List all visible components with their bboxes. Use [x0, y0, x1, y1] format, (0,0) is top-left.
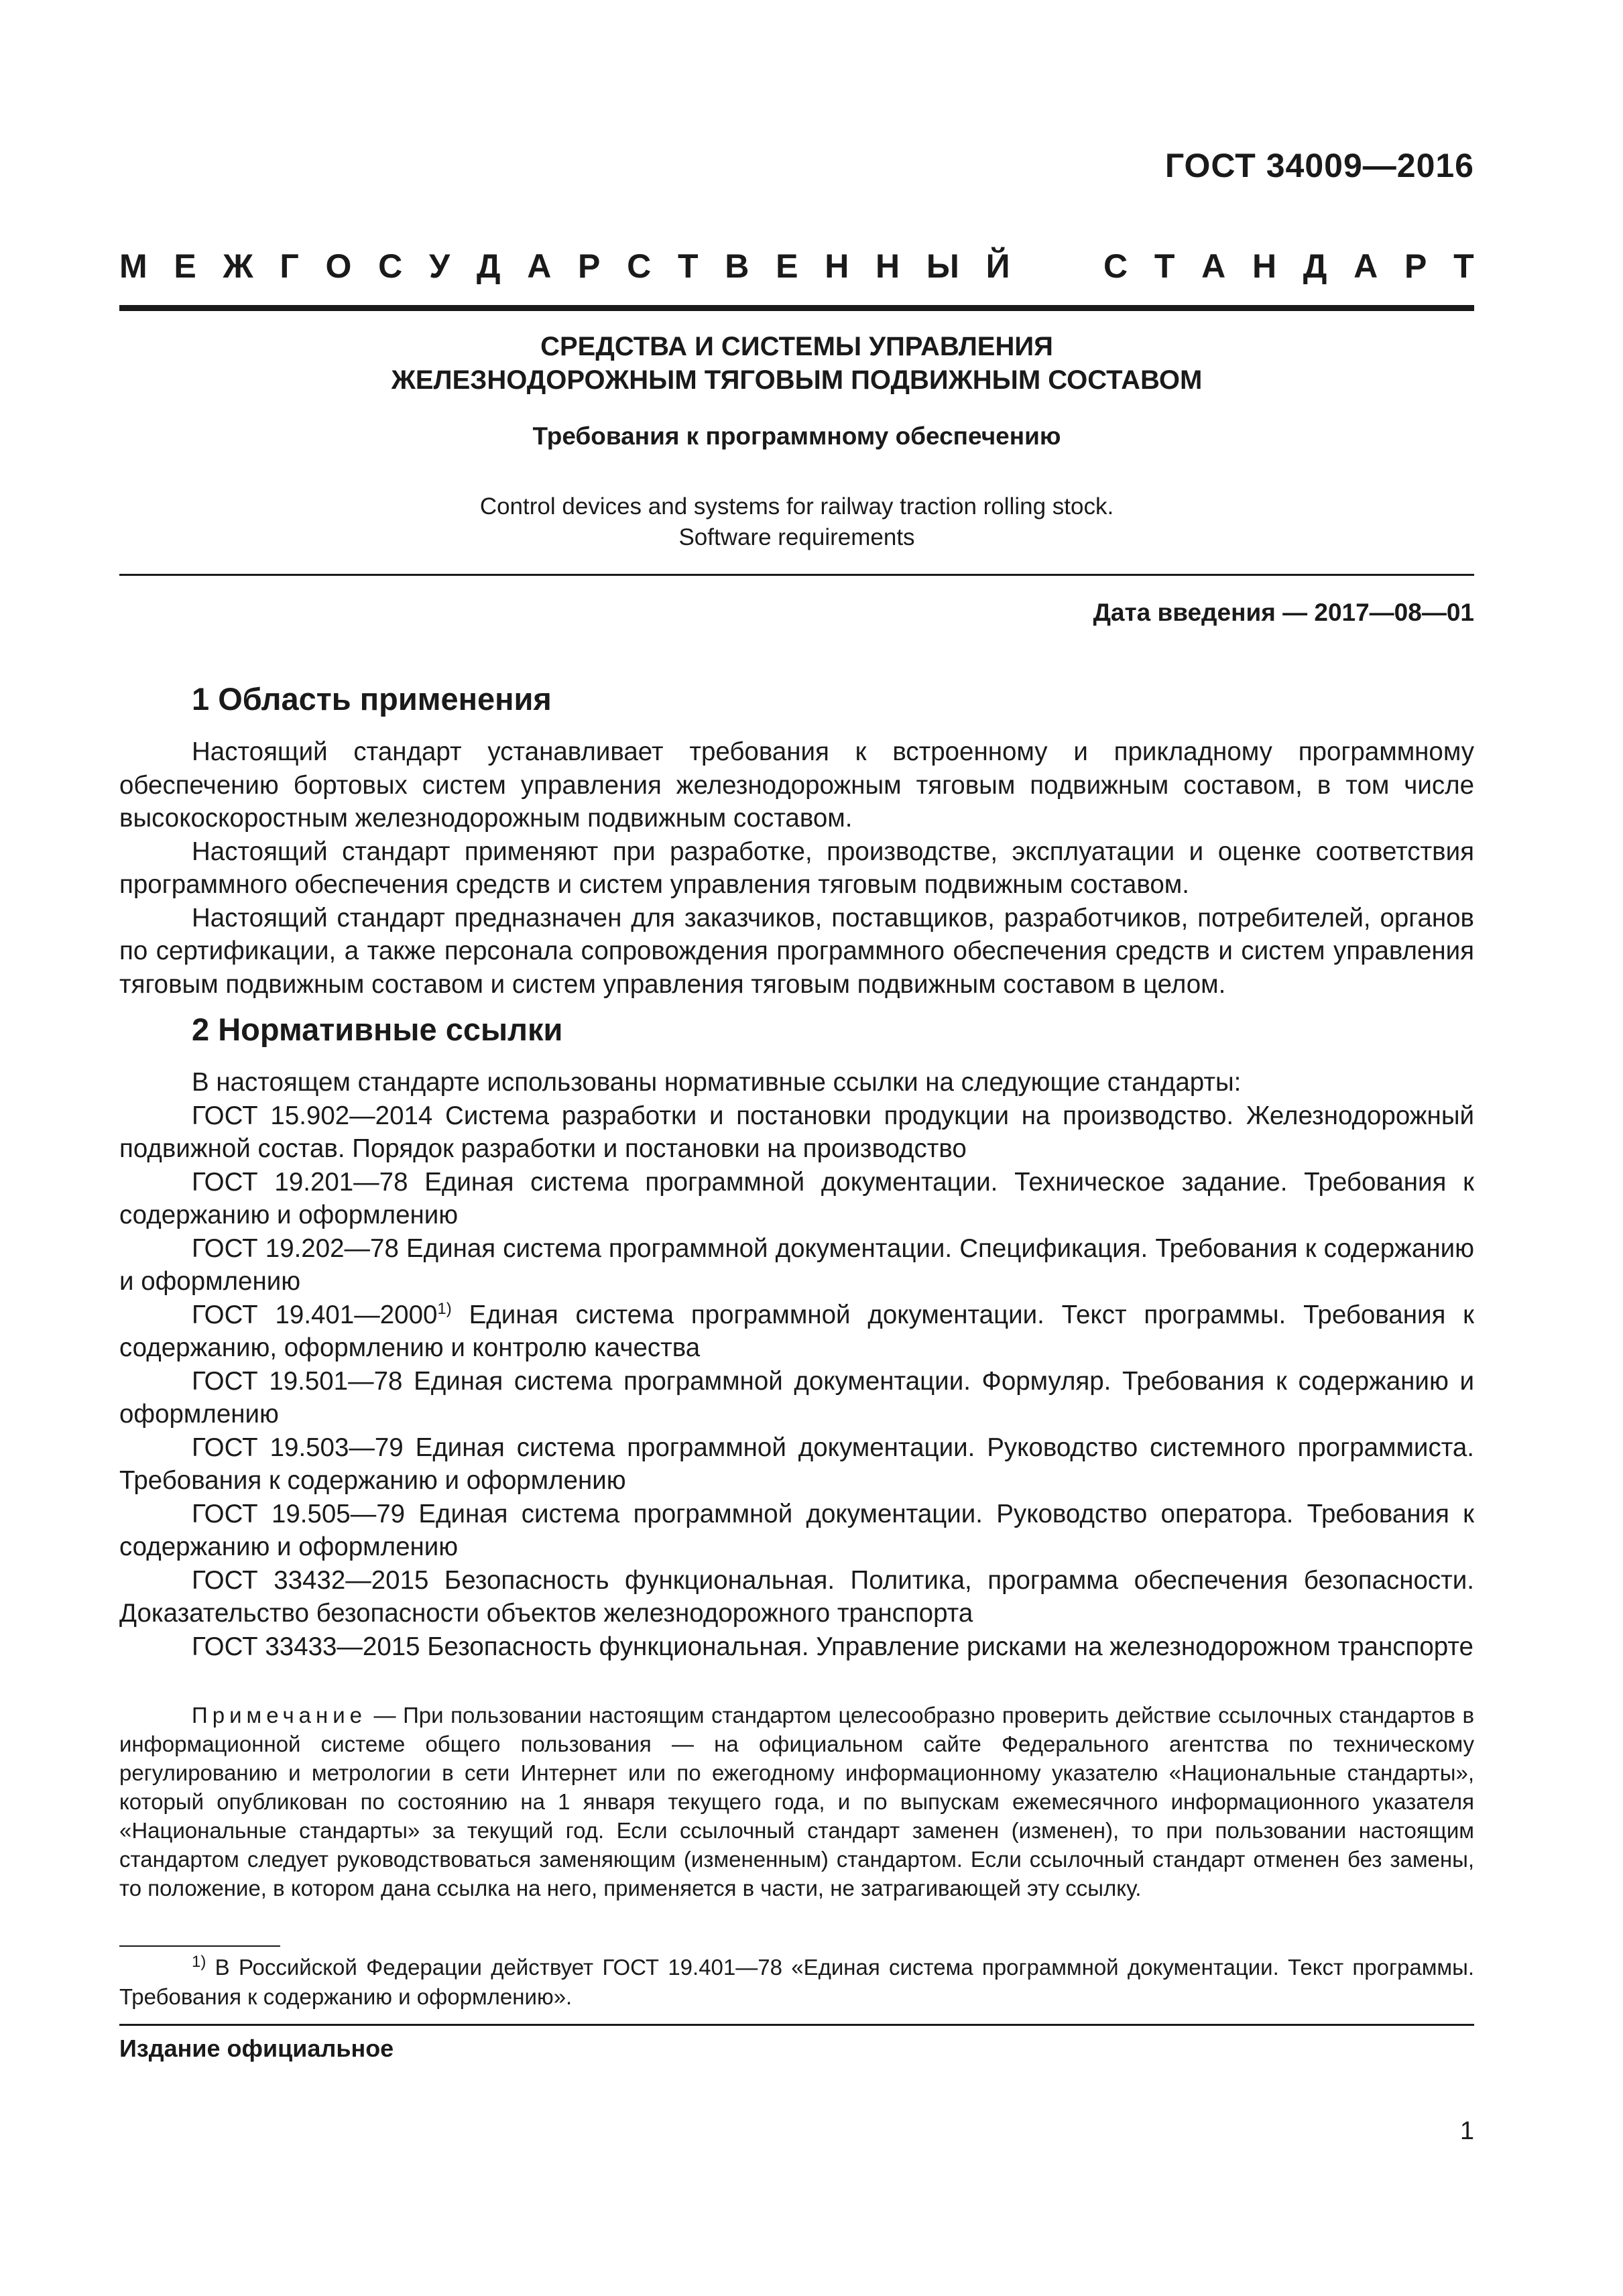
note-paragraph — [119, 1701, 1474, 1902]
banner-letter: Т — [1453, 247, 1474, 285]
banner-letter: С — [627, 247, 652, 285]
footnote-paragraph — [119, 1953, 1474, 2012]
banner-letter: Н — [876, 247, 900, 285]
banner-letter: Е — [776, 247, 798, 285]
reference-item: ГОСТ 19.501—78 Единая система программной документации. Формуляр. Требования к содержанию и оформлению — [119, 1366, 1474, 1429]
banner-letter: Т — [677, 247, 699, 285]
reference-text: Единая система программной документации. Текст программы. Требования к содержанию, оформлению и контролю качества — [119, 1300, 1474, 1362]
banner-letter: У — [429, 247, 450, 285]
english-title — [119, 491, 1474, 553]
reference-item: ГОСТ 33432—2015 Безопасность функциональная. Политика, программа обеспечения безопасности. Доказательство безопасности объектов железнодорожного транспорта — [119, 1565, 1474, 1628]
footnote-rule — [119, 1945, 280, 1947]
banner-letter: Г — [280, 247, 299, 285]
document-subtitle: Требования к программному обеспечению — [532, 422, 1061, 450]
section-2-body — [119, 1066, 1474, 1663]
note-label: Примечание — [192, 1703, 367, 1728]
reference-item: ГОСТ 15.902—2014 Система разработки и постановки продукции на производство. Железнодорожный подвижной состав. Порядок разработки и постановки на производство — [119, 1101, 1474, 1163]
banner-letter: Н — [825, 247, 849, 285]
footnote-marker: 1) — [192, 1953, 206, 1971]
banner-letter: Р — [1404, 247, 1427, 285]
banner-letter: Д — [1303, 247, 1327, 285]
banner-letter: А — [1201, 247, 1226, 285]
footnote — [119, 1953, 1474, 2012]
banner-letter: М — [119, 247, 147, 285]
banner-letter: Т — [1154, 247, 1175, 285]
section-1-paragraph-3: Настоящий стандарт предназначен для заказчиков, поставщиков, разработчиков, потребителей, органов по сертификации, а также персонала сопровождения программного обеспечения средств и систем управления тяговым подвижным составом и систем управления тяговым подвижным составом в целом. — [119, 903, 1474, 999]
banner-letter: Д — [476, 247, 501, 285]
reference-item: ГОСТ 19.503—79 Единая система программной документации. Руководство системного программиста. Требования к содержанию и оформлению — [119, 1433, 1474, 1495]
banner-letter: С — [378, 247, 403, 285]
banner-letter: В — [725, 247, 749, 285]
reference-item: ГОСТ 33433—2015 Безопасность функциональная. Управление рисками на железнодорожном транспорте — [192, 1632, 1474, 1661]
banner-letter: С — [1103, 247, 1128, 285]
title-line-2: ЖЕЛЕЗНОДОРОЖНЫМ ТЯГОВЫМ ПОДВИЖНЫМ СОСТАВОМ — [391, 365, 1203, 395]
banner-letter: Ж — [223, 247, 253, 285]
banner-word-gap — [1036, 247, 1077, 286]
document-title — [119, 330, 1474, 397]
introduction-date: Дата введения — 2017—08—01 — [1093, 599, 1474, 626]
section-2-heading: 2 Нормативные ссылки — [192, 1012, 563, 1047]
edition-label: Издание официальное — [119, 2035, 394, 2062]
banner-letter: А — [1354, 247, 1378, 285]
banner-letter: Й — [985, 247, 1010, 285]
reference-item: ГОСТ 19.201—78 Единая система программной документации. Техническое задание. Требования к содержанию и оформлению — [119, 1167, 1474, 1229]
header-rule — [119, 305, 1474, 311]
reference-item: ГОСТ 19.505—79 Единая система программной документации. Руководство оператора. Требования к содержанию и оформлению — [119, 1499, 1474, 1561]
banner-letter: Р — [578, 247, 601, 285]
references-intro: В настоящем стандарте использованы нормативные ссылки на следующие стандарты: — [192, 1068, 1242, 1097]
title-rule — [119, 574, 1474, 576]
footnote-text: В Российской Федерации действует ГОСТ 19.401—78 «Единая система программной документации. Текст программы. Требования к содержанию и оформлению». — [119, 1955, 1474, 2009]
section-1-paragraph-2: Настоящий стандарт применяют при разработке, производстве, эксплуатации и оценке соответствия программного обеспечения средств и систем управления тяговым подвижным составом. — [119, 837, 1474, 899]
note-block — [119, 1701, 1474, 1902]
reference-item: ГОСТ 19.202—78 Единая система программной документации. Спецификация. Требования к содержанию и оформлению — [119, 1233, 1474, 1296]
banner-letter: Ы — [926, 247, 959, 285]
interstate-standard-banner — [119, 247, 1474, 286]
banner-letter: Е — [174, 247, 196, 285]
banner-letter: Н — [1252, 247, 1277, 285]
section-1-body — [119, 735, 1474, 1001]
section-1-heading: 1 Область применения — [192, 681, 552, 717]
reference-item — [119, 1298, 1474, 1365]
title-line-1: СРЕДСТВА И СИСТЕМЫ УПРАВЛЕНИЯ — [540, 332, 1053, 361]
reference-code: ГОСТ 19.401—2000 — [192, 1300, 438, 1329]
footnote-marker: 1) — [437, 1299, 452, 1318]
banner-letter: О — [325, 247, 352, 285]
gost-code: ГОСТ 34009—2016 — [1164, 147, 1474, 184]
section-1-paragraph-1: Настоящий стандарт устанавливает требования к встроенному и прикладному программному обеспечению бортовых систем управления железнодорожным тяговым подвижным составом, в том числе высокоскоростным железнодорожным подвижным составом. — [119, 737, 1474, 833]
english-title-line-1: Control devices and systems for railway traction rolling stock. — [479, 493, 1114, 520]
english-title-line-2: Software requirements — [678, 524, 915, 550]
banner-letter: А — [527, 247, 552, 285]
page-number: 1 — [1459, 2117, 1474, 2145]
note-text: — При пользовании настоящим стандартом целесообразно проверить действие ссылочных стандартов в информационной системе общего пользования — на официальном сайте Федерального агентства по техническому регулированию и метрологии в сети Интернет или по ежегодному информационному указателю «Национальные стандарты», который опубликован по состоянию на 1 января текущего года, и по выпускам ежемесячного информационного указателя «Национальные стандарты» за текущий год. Если ссылочный стандарт заменен (изменен), то при пользовании настоящим стандартом следует руководствоваться заменяющим (измененным) стандартом. Если ссылочный стандарт отменен без замены, то положение, в котором дана ссылка на него, применяется в части, не затрагивающей эту ссылку. — [119, 1703, 1474, 1900]
footer-rule — [119, 2024, 1474, 2026]
